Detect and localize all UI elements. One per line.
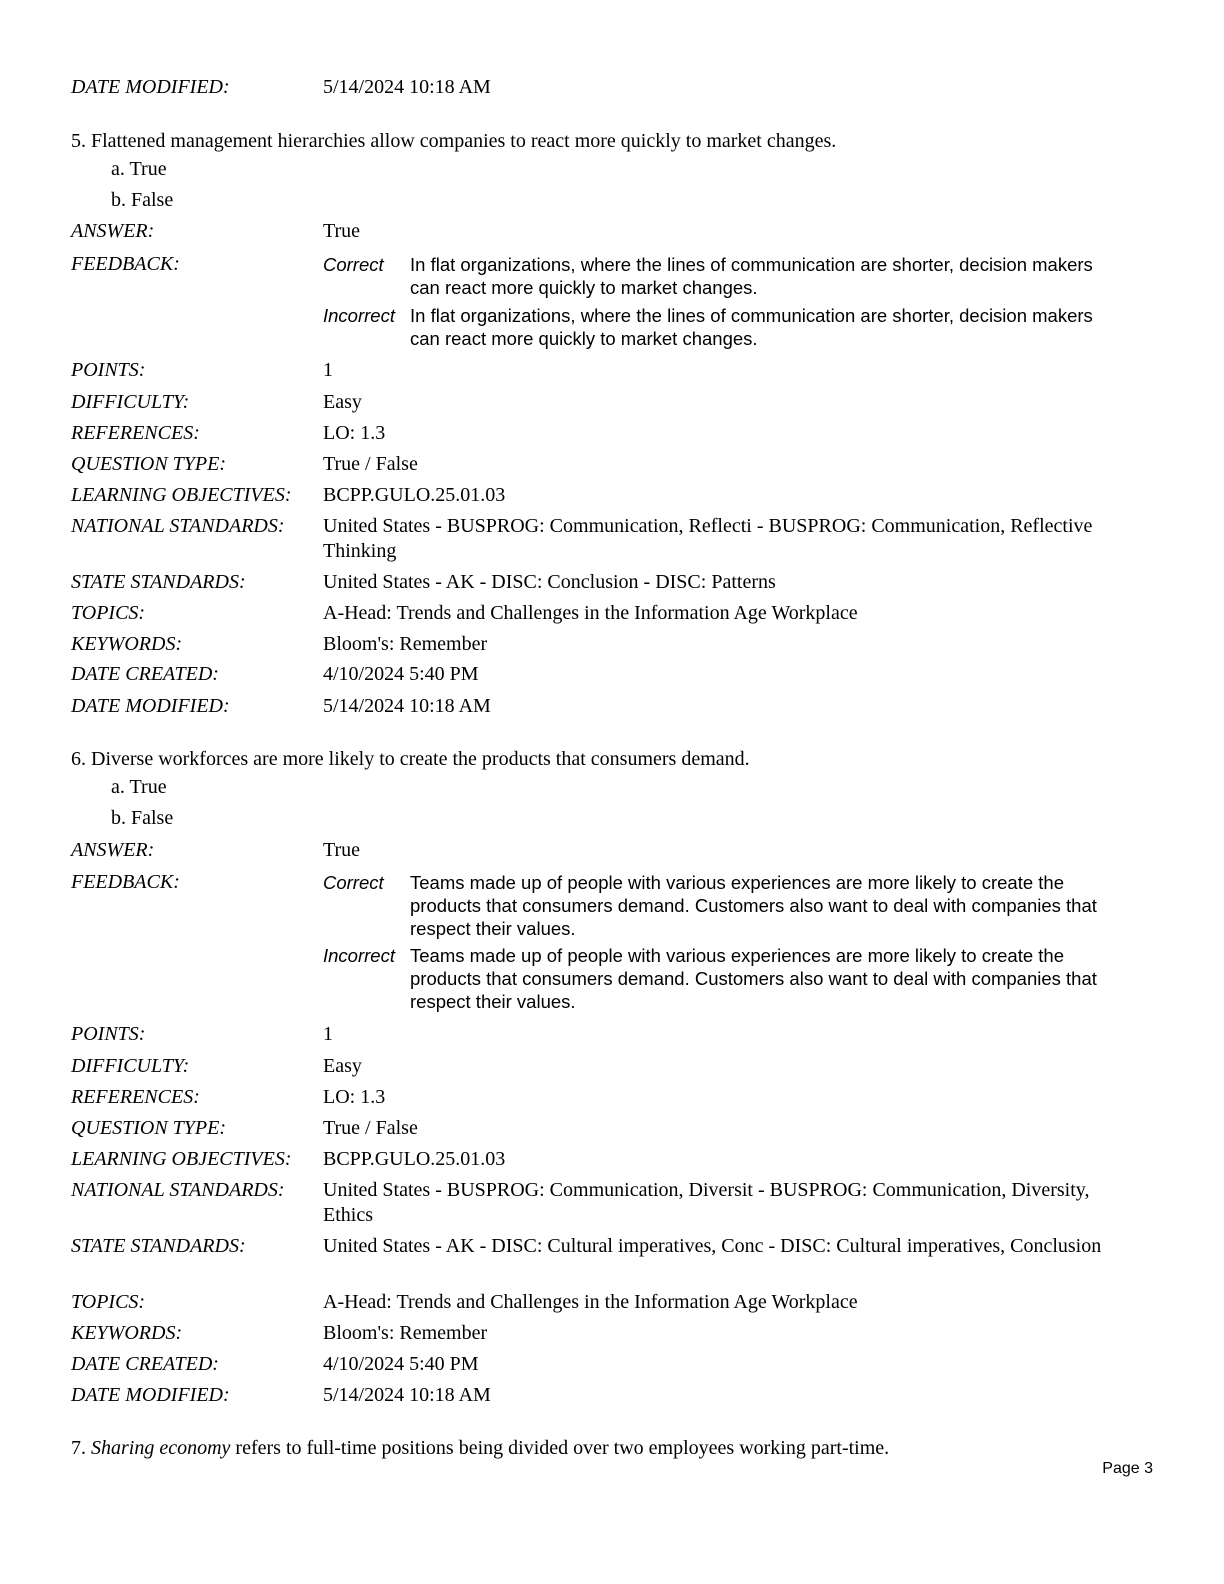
national-standards-label: NATIONAL STANDARDS: — [71, 1179, 285, 1201]
learning-objectives-value: BCPP.GULO.25.01.03 — [323, 1148, 506, 1170]
date-modified-value: 5/14/2024 10:18 AM — [323, 1384, 491, 1406]
question-5-text: 5. Flattened management hierarchies allow companies to react more quickly to market changes. — [71, 130, 837, 152]
date-created-label: DATE CREATED: — [71, 663, 219, 685]
answer-label: ANSWER: — [71, 220, 155, 242]
topics-label: TOPICS: — [71, 602, 146, 624]
feedback-correct-tag: Correct — [323, 254, 384, 275]
keywords-value: Bloom's: Remember — [323, 633, 488, 655]
question-type-label: QUESTION TYPE: — [71, 1117, 227, 1139]
field-label: DATE MODIFIED: — [71, 76, 230, 98]
topics-value: A-Head: Trends and Challenges in the Information Age Workplace — [323, 1291, 858, 1313]
feedback-incorrect-text: In flat organizations, where the lines of communication are shorter, decision makers can react more quickly to market changes. — [410, 305, 1093, 349]
national-standards-value: United States - BUSPROG: Communication, Reflecti - BUSPROG: Communication, Reflective Thinking — [323, 515, 1093, 562]
keywords-value: Bloom's: Remember — [323, 1322, 488, 1344]
question-type-label: QUESTION TYPE: — [71, 453, 227, 475]
feedback-incorrect-tag: Incorrect — [323, 305, 395, 326]
feedback-incorrect-tag: Incorrect — [323, 945, 395, 966]
question-6-option-a: a. True — [111, 776, 167, 798]
answer-label: ANSWER: — [71, 839, 155, 861]
difficulty-label: DIFFICULTY: — [71, 1055, 190, 1077]
date-modified-value: 5/14/2024 10:18 AM — [323, 695, 491, 717]
keywords-label: KEYWORDS: — [71, 633, 183, 655]
question-5-option-b: b. False — [111, 189, 174, 211]
feedback-label: FEEDBACK: — [71, 253, 180, 275]
answer-value: True — [323, 839, 361, 861]
question-7-rest: refers to full-time positions being divided over two employees working part-time. — [235, 1437, 890, 1459]
answer-value: True — [323, 220, 361, 242]
question-6-text: 6. Diverse workforces are more likely to create the products that consumers demand. — [71, 748, 750, 770]
keywords-label: KEYWORDS: — [71, 1322, 183, 1344]
topics-label: TOPICS: — [71, 1291, 146, 1313]
learning-objectives-label: LEARNING OBJECTIVES: — [71, 484, 292, 506]
difficulty-label: DIFFICULTY: — [71, 391, 190, 413]
date-modified-label: DATE MODIFIED: — [71, 1384, 230, 1406]
feedback-incorrect-text: Teams made up of people with various experiences are more likely to create the products that consumers demand. Customers also want to deal with companies that respect their values. — [410, 945, 1097, 1012]
question-7-term: Sharing economy — [91, 1437, 231, 1459]
points-label: POINTS: — [71, 359, 146, 381]
learning-objectives-value: BCPP.GULO.25.01.03 — [323, 484, 506, 506]
points-label: POINTS: — [71, 1023, 146, 1045]
topics-value: A-Head: Trends and Challenges in the Information Age Workplace — [323, 602, 858, 624]
state-standards-label: STATE STANDARDS: — [71, 1235, 246, 1257]
state-standards-label: STATE STANDARDS: — [71, 571, 246, 593]
points-value: 1 — [323, 359, 333, 381]
date-created-value: 4/10/2024 5:40 PM — [323, 1353, 479, 1375]
date-created-value: 4/10/2024 5:40 PM — [323, 663, 479, 685]
question-type-value: True / False — [323, 453, 418, 475]
references-label: REFERENCES: — [71, 1086, 200, 1108]
difficulty-value: Easy — [323, 391, 362, 413]
date-modified-label: DATE MODIFIED: — [71, 695, 230, 717]
national-standards-value: United States - BUSPROG: Communication, Diversit - BUSPROG: Communication, Diversity, Ethics — [323, 1179, 1090, 1226]
points-value: 1 — [323, 1023, 333, 1045]
learning-objectives-label: LEARNING OBJECTIVES: — [71, 1148, 292, 1170]
question-6-option-b: b. False — [111, 807, 174, 829]
question-7-number: 7. — [71, 1437, 86, 1459]
national-standards-label: NATIONAL STANDARDS: — [71, 515, 285, 537]
state-standards-value: United States - AK - DISC: Conclusion - DISC: Patterns — [323, 571, 776, 593]
feedback-correct-tag: Correct — [323, 872, 384, 893]
difficulty-value: Easy — [323, 1055, 362, 1077]
references-label: REFERENCES: — [71, 422, 200, 444]
references-value: LO: 1.3 — [323, 422, 386, 444]
feedback-label: FEEDBACK: — [71, 871, 180, 893]
question-5-option-a: a. True — [111, 158, 167, 180]
question-type-value: True / False — [323, 1117, 418, 1139]
state-standards-value: United States - AK - DISC: Cultural imperatives, Conc - DISC: Cultural imperatives, Conclusion — [323, 1235, 1102, 1257]
references-value: LO: 1.3 — [323, 1086, 386, 1108]
feedback-correct-text: Teams made up of people with various experiences are more likely to create the products that consumers demand. Customers also want to deal with companies that respect their values. — [410, 872, 1097, 939]
question-7-text — [71, 1436, 889, 1461]
feedback-correct-text: In flat organizations, where the lines of communication are shorter, decision makers can react more quickly to market changes. — [410, 254, 1093, 298]
date-created-label: DATE CREATED: — [71, 1353, 219, 1375]
field-value: 5/14/2024 10:18 AM — [323, 76, 491, 98]
page-number: Page 3 — [1102, 1460, 1153, 1477]
